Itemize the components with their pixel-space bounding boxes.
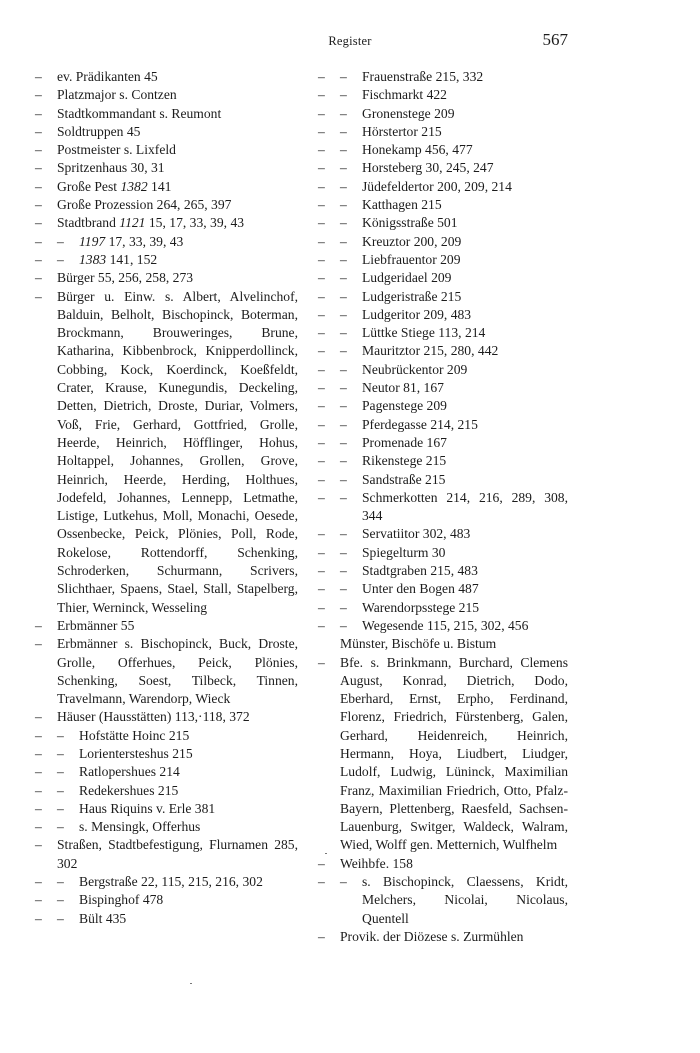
entry-dash: – (340, 380, 347, 396)
index-entry (35, 233, 298, 251)
entry-year: 1121 (119, 215, 146, 231)
entry-pages: 17, 33, 39, 43 (105, 233, 184, 249)
entry-text: Bürger 55, 256, 258, 273 (57, 270, 194, 286)
entry-text: Hörstertor 215 (362, 123, 442, 139)
running-head: Register (328, 34, 372, 48)
entry-dash: – (35, 197, 42, 213)
entry-year: 1382 (120, 178, 148, 194)
entry-text: Kreuztor 200, 209 (362, 233, 462, 249)
entry-year: 1197 (79, 233, 106, 249)
entry-text: s. Mensingk, Offerhus (79, 819, 201, 835)
index-entry (318, 635, 568, 653)
entry-dash: – (35, 727, 42, 743)
entry-dash: – (35, 764, 42, 780)
entry-text: Provik. der Diözese s. Zurmühlen (340, 928, 524, 944)
entry-dash: – (318, 380, 325, 396)
index-entry (35, 123, 298, 141)
index-entry (318, 855, 568, 873)
index-entry (35, 68, 298, 86)
index-entry (318, 214, 568, 232)
stray-mark (190, 983, 192, 984)
entry-dash: – (340, 105, 347, 121)
index-entry (35, 159, 298, 177)
entry-text: Weihbfe. 158 (340, 855, 413, 871)
entry-dash: – (340, 563, 347, 579)
entry-text: Bispinghof 478 (79, 892, 164, 908)
entry-dash: – (318, 654, 325, 670)
index-entry (35, 727, 298, 745)
entry-dash: – (340, 361, 347, 377)
entry-dash: – (35, 233, 42, 249)
entry-dash: – (57, 800, 64, 816)
entry-dash: – (35, 800, 42, 816)
stray-mark (325, 853, 327, 854)
index-entry (35, 708, 298, 726)
entry-dash: – (35, 87, 42, 103)
entry-dash: – (57, 874, 64, 890)
entry-dash: – (35, 910, 42, 926)
index-entry (35, 800, 298, 818)
index-entry (318, 416, 568, 434)
entry-dash: – (340, 489, 347, 505)
entry-dash: – (340, 453, 347, 469)
entry-dash: – (340, 343, 347, 359)
entry-pages: 141, 152 (106, 251, 158, 267)
entry-dash: – (340, 215, 347, 231)
entry-dash: – (340, 874, 347, 890)
entry-dash: – (57, 819, 64, 835)
index-entry (318, 86, 568, 104)
entry-text: ev. Prädikanten 45 (57, 69, 158, 84)
index-entry (318, 159, 568, 177)
entry-dash: – (35, 142, 42, 158)
index-entry (318, 105, 568, 123)
entry-dash: – (340, 544, 347, 560)
entry-dash: – (318, 288, 325, 304)
entry-text: Wegesende 115, 215, 302, 456 (362, 617, 529, 633)
index-entry (318, 434, 568, 452)
entry-text: Honekamp 456, 477 (362, 142, 473, 158)
entry-dash: – (35, 288, 42, 304)
index-entry (318, 361, 568, 379)
index-entry (318, 562, 568, 580)
entry-dash: – (35, 892, 42, 908)
entry-text: s. Bischopinck, Claessens, Kridt, Melchers, Nicolai, Nicolaus, Quentell (362, 874, 568, 926)
entry-text: Pagenstege 209 (362, 398, 447, 414)
index-entry (318, 123, 568, 141)
entry-dash: – (318, 233, 325, 249)
index-entry (35, 635, 298, 708)
entry-dash: – (318, 178, 325, 194)
entry-dash: – (35, 123, 42, 139)
index-entry (318, 873, 568, 928)
index-entry (318, 141, 568, 159)
entry-pages: 15, 17, 33, 39, 43 (145, 215, 245, 231)
entry-dash: – (318, 398, 325, 414)
entry-text: Platzmajor s. Contzen (57, 87, 177, 103)
entry-dash: – (340, 233, 347, 249)
entry-dash: – (318, 416, 325, 432)
entry-dash: – (318, 105, 325, 121)
index-entry (318, 251, 568, 269)
index-entry (318, 544, 568, 562)
index-entry (318, 928, 568, 946)
entry-text: Straßen, Stadtbefestigung, Flurnamen 285, 302 (57, 837, 298, 871)
entry-dash: – (35, 105, 42, 121)
entry-dash: – (318, 197, 325, 213)
entry-text: Mauritztor 215, 280, 442 (362, 343, 499, 359)
entry-dash: – (340, 160, 347, 176)
entry-text: Stadtgraben 215, 483 (362, 563, 478, 579)
entry-year: 1383 (79, 251, 107, 267)
entry-dash: – (340, 526, 347, 542)
entry-dash: – (340, 581, 347, 597)
index-entry (35, 818, 298, 836)
entry-dash: – (318, 69, 325, 84)
entry-dash: – (318, 434, 325, 450)
entry-dash: – (35, 837, 42, 853)
index-entry (318, 342, 568, 360)
entry-text: Erbmänner 55 (57, 617, 135, 633)
entry-dash: – (35, 178, 42, 194)
entry-text: Neubrückentor 209 (362, 361, 468, 377)
index-entry (318, 379, 568, 397)
entry-dash: – (340, 123, 347, 139)
entry-text: Ludgeristraße 215 (362, 288, 462, 304)
entry-text: Hofstätte Hoinc 215 (79, 727, 190, 743)
entry-dash: – (318, 270, 325, 286)
entry-text: Lorientersteshus 215 (79, 745, 193, 761)
entry-text: Jüdefeldertor 200, 209, 214 (362, 178, 512, 194)
entry-dash: – (318, 874, 325, 890)
entry-text: Stadtbrand (57, 215, 120, 231)
entry-dash: – (318, 251, 325, 267)
entry-dash: – (35, 270, 42, 286)
entry-dash: – (318, 544, 325, 560)
entry-text: Häuser (Hausstätten) 113,·118, 372 (57, 709, 250, 725)
index-entry (35, 214, 298, 232)
index-entry (318, 288, 568, 306)
index-entry (35, 617, 298, 635)
entry-dash: – (318, 489, 325, 505)
entry-dash: – (35, 709, 42, 725)
index-entry (35, 196, 298, 214)
entry-text: Große Pest (57, 178, 121, 194)
entry-dash: – (318, 617, 325, 633)
entry-dash: – (318, 581, 325, 597)
entry-text: Rikenstege 215 (362, 453, 447, 469)
entry-text: Schmerkotten 214, 216, 289, 308, 344 (362, 489, 568, 524)
entry-dash: – (318, 563, 325, 579)
entry-text: Gronenstege 209 (362, 105, 455, 121)
entry-dash: – (35, 617, 42, 633)
entry-dash: – (57, 727, 64, 743)
entry-dash: – (340, 270, 347, 286)
entry-dash: – (35, 251, 42, 267)
index-entry (318, 489, 568, 526)
index-entry (318, 654, 568, 855)
entry-text: Königsstraße 501 (362, 215, 458, 231)
entry-dash: – (340, 599, 347, 615)
entry-text: Promenade 167 (362, 434, 447, 450)
entry-dash: – (57, 251, 64, 267)
entry-text: Spritzenhaus 30, 31 (57, 160, 165, 176)
entry-dash: – (57, 910, 64, 926)
index-entry (35, 891, 298, 909)
entry-dash: – (35, 160, 42, 176)
entry-text: Soldtruppen 45 (57, 123, 141, 139)
entry-text: Bfe. s. Brinkmann, Burchard, Clemens August, Konrad, Dietrich, Dodo, Eberhard, Ernst, Erpho, Ferdinand, Florenz, Friedrich, Fürstenberg, Galen, Gerhard, Heidenreich, Heinrich, Hermann, Hoya, Liudbert, Liudger, Ludolf, Ludwig, Lüninck, Maximilian Franz, Maximilian Friedrich, Otto, Pfalz-Bayern, Plettenberg, Raesfeld, Sachsen-Lauenburg, Switger, Waldeck, Walram, Wied, Wolff gen. Metternich, Wulfhelm (340, 654, 568, 853)
entry-dash: – (318, 123, 325, 139)
index-entry (318, 68, 568, 86)
index-entry (35, 745, 298, 763)
index-entry (35, 269, 298, 287)
entry-dash: – (35, 782, 42, 798)
entry-text: Bült 435 (79, 910, 127, 926)
entry-text: Fischmarkt 422 (362, 87, 447, 103)
entry-text: Bergstraße 22, 115, 215, 216, 302 (79, 874, 263, 890)
entry-dash: – (57, 233, 64, 249)
entry-dash: – (57, 782, 64, 798)
index-entry (318, 452, 568, 470)
entry-text: Servatiitor 302, 483 (362, 526, 471, 542)
entry-dash: – (318, 928, 325, 944)
index-entry (35, 873, 298, 891)
entry-text: Lüttke Stiege 113, 214 (362, 325, 486, 341)
entry-pages: 141 (147, 178, 172, 194)
index-entry (318, 324, 568, 342)
entry-dash: – (35, 215, 42, 231)
index-entry (35, 105, 298, 123)
page-number: 567 (542, 30, 568, 49)
entry-text: Ratlopershues 214 (79, 764, 180, 780)
entry-text: Horsteberg 30, 245, 247 (362, 160, 494, 176)
index-entry (35, 910, 298, 928)
index-entry (318, 233, 568, 251)
index-entry (318, 599, 568, 617)
index-entry (318, 525, 568, 543)
entry-text: Warendorpsstege 215 (362, 599, 480, 615)
index-entry (35, 288, 298, 617)
entry-dash: – (318, 361, 325, 377)
entry-dash: – (340, 251, 347, 267)
entry-text: Große Prozession 264, 265, 397 (57, 197, 232, 213)
entry-text: Postmeister s. Lixfeld (57, 142, 176, 158)
entry-dash: – (318, 87, 325, 103)
entry-dash: – (340, 178, 347, 194)
entry-text: Münster, Bischöfe u. Bistum (340, 636, 497, 652)
entry-text: Haus Riquins v. Erle 381 (79, 800, 216, 816)
entry-text: Neutor 81, 167 (362, 380, 444, 396)
index-entry (318, 580, 568, 598)
entry-text: Stadtkommandant s. Reumont (57, 105, 222, 121)
entry-dash: – (340, 142, 347, 158)
entry-text: Redekershues 215 (79, 782, 179, 798)
entry-dash: – (340, 617, 347, 633)
entry-dash: – (318, 142, 325, 158)
entry-dash: – (318, 599, 325, 615)
entry-text: Katthagen 215 (362, 197, 442, 213)
index-column-left (35, 68, 298, 928)
entry-dash: – (35, 745, 42, 761)
entry-dash: – (318, 453, 325, 469)
index-entry (318, 178, 568, 196)
index-entry (318, 617, 568, 635)
index-entry (35, 763, 298, 781)
entry-text: Frauenstraße 215, 332 (362, 69, 484, 84)
entry-dash: – (340, 398, 347, 414)
entry-text: Liebfrauentor 209 (362, 251, 461, 267)
entry-dash: – (318, 343, 325, 359)
entry-dash: – (340, 69, 347, 84)
index-entry (318, 471, 568, 489)
entry-dash: – (340, 471, 347, 487)
index-column-right (318, 68, 568, 946)
entry-dash: – (318, 215, 325, 231)
entry-text: Erbmänner s. Bischopinck, Buck, Droste, Grolle, Offerhues, Peick, Plönies, Schenking, Soest, Tilbeck, Tinnen, Travelmann, Warendorp, Wieck (57, 636, 298, 707)
entry-dash: – (318, 306, 325, 322)
index-entry (35, 836, 298, 873)
entry-dash: – (57, 764, 64, 780)
entry-dash: – (35, 819, 42, 835)
entry-dash: – (318, 160, 325, 176)
entry-text: Spiegelturm 30 (362, 544, 446, 560)
entry-dash: – (35, 69, 42, 84)
entry-dash: – (340, 325, 347, 341)
index-entry (318, 269, 568, 287)
index-entry (318, 397, 568, 415)
entry-text: Ludgeritor 209, 483 (362, 306, 472, 322)
entry-dash: – (340, 416, 347, 432)
index-entry (35, 251, 298, 269)
entry-dash: – (340, 288, 347, 304)
entry-dash: – (57, 745, 64, 761)
entry-dash: – (35, 874, 42, 890)
entry-dash: – (318, 471, 325, 487)
entry-dash: – (318, 855, 325, 871)
index-entry (35, 782, 298, 800)
entry-dash: – (340, 197, 347, 213)
entry-dash: – (340, 306, 347, 322)
entry-text: Pferdegasse 214, 215 (362, 416, 478, 432)
entry-dash: – (318, 526, 325, 542)
entry-text: Sandstraße 215 (362, 471, 446, 487)
index-entry (35, 141, 298, 159)
entry-text: Unter den Bogen 487 (362, 581, 479, 597)
entry-text: Bürger u. Einw. s. Albert, Alvelinchof, Balduin, Belholt, Bischopinck, Boterman, Brockmann, Brouweringes, Brune, Katharina, Kibbenbrock, Knipperdollinck, Cobbing, Kock, Koerdinck, Koeßfeldt, Crater, Krause, Kunegundis, Deckeling, Detten, Dietrich, Droste, Duriar, Volmers, Voß, Frie, Gerhard, Gottfried, Grolle, Heerde, Heinrich, Höfflinger, Hohus, Holtappel, Johannes, Grollen, Grove, Heinrich, Heerde, Herding, Holthues, Jodefeld, Johannes, Lennepp, Letmathe, Listige, Lutkehus, Moll, Monachi, Oesede, Ossenbecke, Peick, Plönies, Poll, Rode, Rokelose, Rottendorff, Schenking, Schroderken, Schurmann, Scrivers, Slichthaer, Spaens, Stael, Stall, Stapelberg, Thier, Werninck, Wesseling (57, 288, 298, 615)
entry-dash: – (340, 434, 347, 450)
index-entry (318, 196, 568, 214)
entry-dash: – (318, 325, 325, 341)
entry-text: Ludgeridael 209 (362, 270, 452, 286)
index-entry (35, 86, 298, 104)
entry-dash: – (35, 636, 42, 652)
index-entry (318, 306, 568, 324)
index-entry (35, 178, 298, 196)
entry-dash: – (340, 87, 347, 103)
entry-dash: – (57, 892, 64, 908)
